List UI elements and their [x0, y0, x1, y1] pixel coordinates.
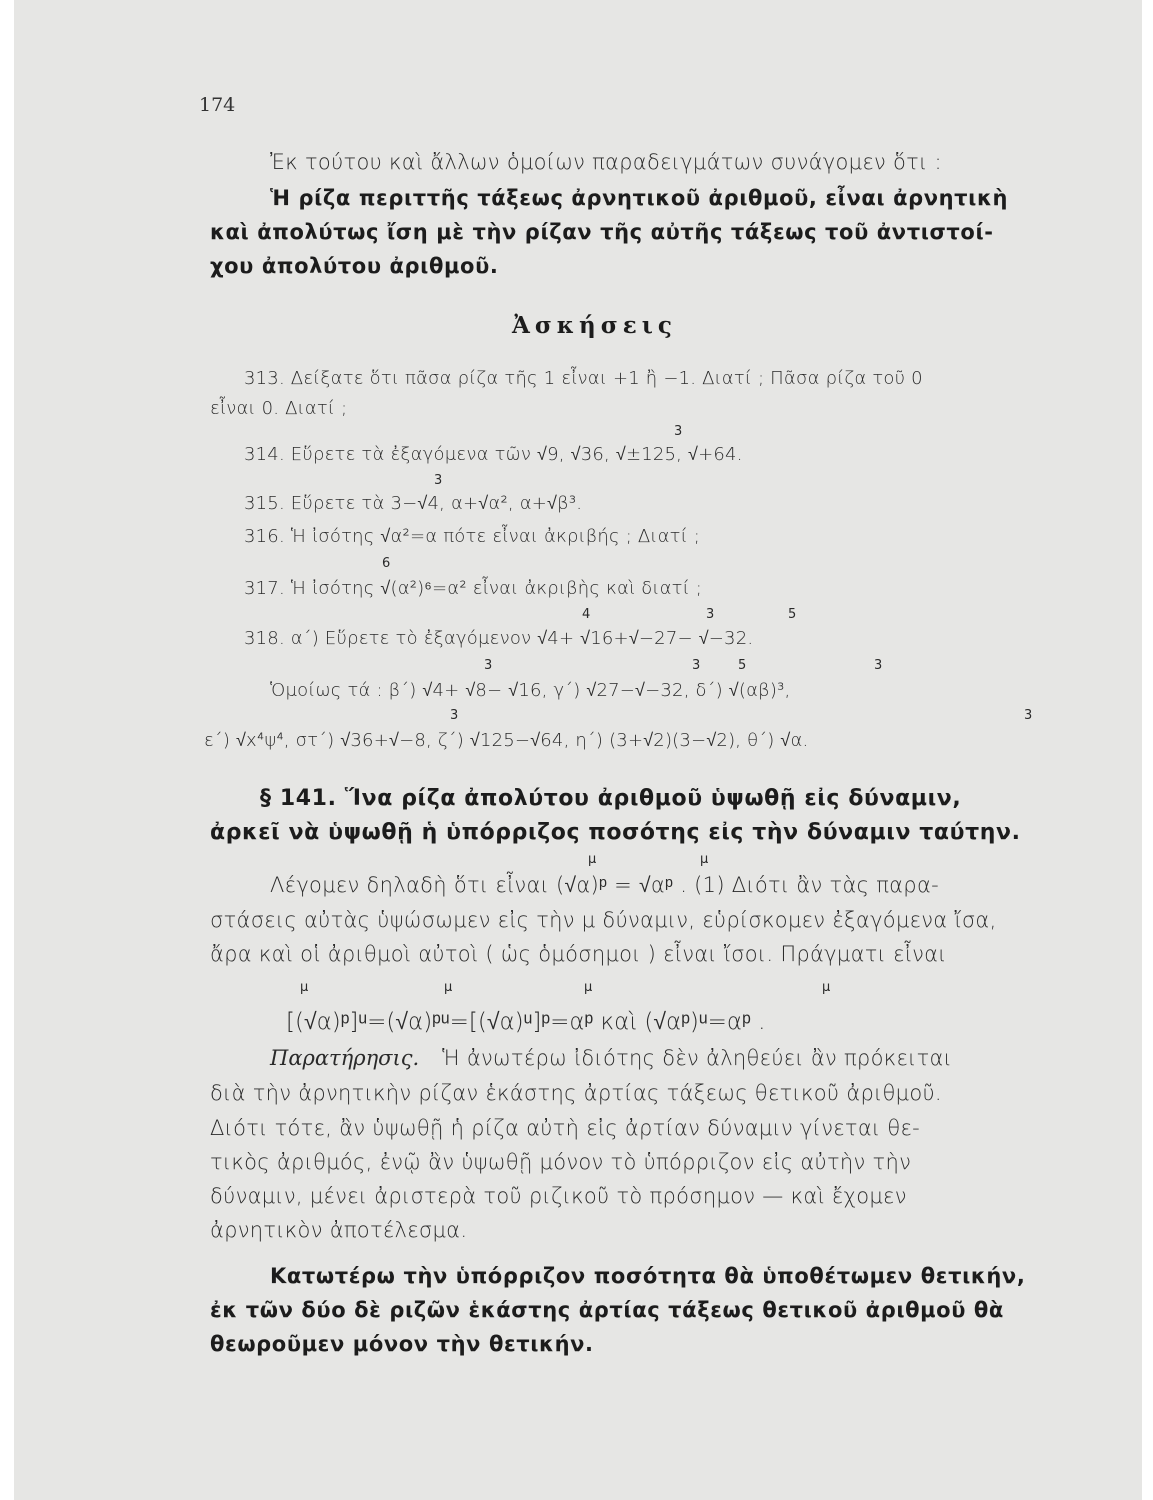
formula-index-4: μ — [822, 980, 831, 995]
exercise-318-b: Ὁμοίως τά : β΄) √4+ √8− √16, γ΄) √27−√−32, δ΄) √(αβ)³, — [270, 680, 791, 701]
exercise-314-root-index: 3 — [674, 424, 683, 439]
book-page — [14, 0, 1142, 1500]
formula-index-1: μ — [300, 980, 309, 995]
paragraph-line-1: Λέγομεν δηλαδὴ ὅτι εἶναι (√α)ᵖ = √αᵖ . (1) Διότι ἂν τὰς παρα- — [270, 873, 939, 897]
exercise-314: 314. Εὕρετε τὰ ἐξαγόμενα τῶν √9, √36, √±125, √+64. — [244, 444, 743, 465]
exercise-318-c-index-2: 3 — [1024, 708, 1033, 723]
remark-line-4: τικὸς ἀριθμός, ἐνῷ ἂν ὑψωθῇ μόνον τὸ ὑπόρριζον εἰς αὐτὴν τὴν — [210, 1150, 912, 1174]
exercise-313-line-2: εἶναι 0. Διατί ; — [210, 398, 348, 419]
exercise-318-b-index-1: 3 — [484, 658, 493, 673]
exercise-315: 315. Εὕρετε τὰ 3−√4, α+√α², α+√β³. — [244, 493, 583, 514]
intro-text: Ἐκ τούτου καὶ ἄλλων ὁμοίων παραδειγμάτων συνάγομεν ὅτι : — [270, 150, 942, 174]
exercises-heading: Ἀσκήσεις — [512, 312, 677, 339]
exercise-318-b-index-2: 3 — [692, 658, 701, 673]
para-index-2: μ — [700, 852, 709, 867]
section-141-title-line-2: ἀρκεῖ νὰ ὑψωθῇ ἡ ὑπόρριζος ποσότης εἰς τὴν δύναμιν ταύτην. — [210, 820, 1021, 845]
paragraph-line-3: ἄρα καὶ οἱ ἀριθμοὶ αὐτοὶ ( ὡς ὁμόσημοι ) εἶναι ἴσοι. Πράγματι εἶναι — [210, 942, 947, 966]
exercise-317-root-index: 6 — [382, 556, 391, 571]
exercise-317: 317. Ἡ ἰσότης √(α²)⁶=α² εἶναι ἀκριβὴς καὶ διατί ; — [244, 578, 703, 599]
exercise-318-b-index-4: 3 — [874, 658, 883, 673]
page-sheet — [14, 0, 1142, 1500]
exercise-318-c-index-1: 3 — [450, 708, 459, 723]
remark-line-3: Διότι τότε, ἂν ὑψωθῇ ἡ ρίζα αὐτὴ εἰς ἀρτίαν δύναμιν γίνεται θε- — [210, 1116, 921, 1140]
theorem-line-2: καὶ ἀπολύτως ἴση μὲ τὴν ρίζαν τῆς αὐτῆς τάξεως τοῦ ἀντιστοί- — [210, 220, 994, 244]
exercise-318-index-3: 5 — [788, 607, 797, 622]
remark-line-2: διὰ τὴν ἀρνητικὴν ρίζαν ἑκάστης ἀρτίας τάξεως θετικοῦ ἀριθμοῦ. — [210, 1081, 942, 1105]
final-line-2: ἐκ τῶν δύο δὲ ριζῶν ἑκάστης ἀρτίας τάξεως θετικοῦ ἀριθμοῦ θὰ — [210, 1298, 1004, 1322]
remark-line-1: Ἡ ἀνωτέρω ἰδιότης δὲν ἀληθεύει ἂν πρόκειται — [442, 1046, 953, 1070]
exercise-316: 316. Ἡ ἰσότης √α²=α πότε εἶναι ἀκριβής ; Διατί ; — [244, 526, 701, 547]
paragraph-line-2: στάσεις αὐτὰς ὑψώσωμεν εἰς τὴν μ δύναμιν, εὑρίσκομεν ἐξαγόμενα ἴσα, — [210, 908, 997, 932]
remark-line-5: δύναμιν, μένει ἀριστερὰ τοῦ ριζικοῦ τὸ πρόσημον — καὶ ἔχομεν — [210, 1184, 907, 1208]
exercise-318-a: 318. α΄) Εὕρετε τὸ ἐξαγόμενον √4+ √16+√−27− √−32. — [244, 628, 754, 649]
exercise-318-index-2: 3 — [706, 607, 715, 622]
formula-index-3: μ — [584, 980, 593, 995]
formula-index-2: μ — [444, 980, 453, 995]
exercise-315-root-index: 3 — [434, 473, 443, 488]
exercise-318-b-index-3: 5 — [738, 658, 747, 673]
final-line-3: θεωροῦμεν μόνον τὴν θετικήν. — [210, 1332, 594, 1356]
exercise-313-line-1: 313. Δείξατε ὅτι πᾶσα ρίζα τῆς 1 εἶναι +1 ἢ −1. Διατί ; Πᾶσα ρίζα τοῦ 0 — [244, 368, 923, 389]
remark-label: Παρατήρησις. — [270, 1046, 420, 1070]
theorem-line-1: Ἡ ρίζα περιττῆς τάξεως ἀρνητικοῦ ἀριθμοῦ, εἶναι ἀρνητικὴ — [270, 186, 1009, 210]
final-line-1: Κατωτέρω τὴν ὑπόρριζον ποσότητα θὰ ὑποθέτωμεν θετικήν, — [270, 1264, 1026, 1288]
theorem-line-3: χου ἀπολύτου ἀριθμοῦ. — [210, 254, 499, 278]
exercise-318-c: ε΄) √x⁴ψ⁴, στ΄) √36+√−8, ζ΄) √125−√64, η΄) (3+√2)(3−√2), θ΄) √α. — [204, 730, 809, 751]
section-141-title-line-1: § 141. Ἵνα ρίζα ἀπολύτου ἀριθμοῦ ὑψωθῇ εἰς δύναμιν, — [260, 786, 962, 811]
para-index-1: μ — [588, 852, 597, 867]
exercise-318-index-1: 4 — [582, 607, 591, 622]
formula: [(√α)ᵖ]ᵘ=(√α)ᵖᵘ=[(√α)ᵘ]ᵖ=αᵖ καὶ (√αᵖ)ᵘ=αᵖ . — [286, 1009, 766, 1035]
remark-line-6: ἀρνητικὸν ἀποτέλεσμα. — [210, 1218, 468, 1242]
page-number: 174 — [199, 94, 236, 116]
